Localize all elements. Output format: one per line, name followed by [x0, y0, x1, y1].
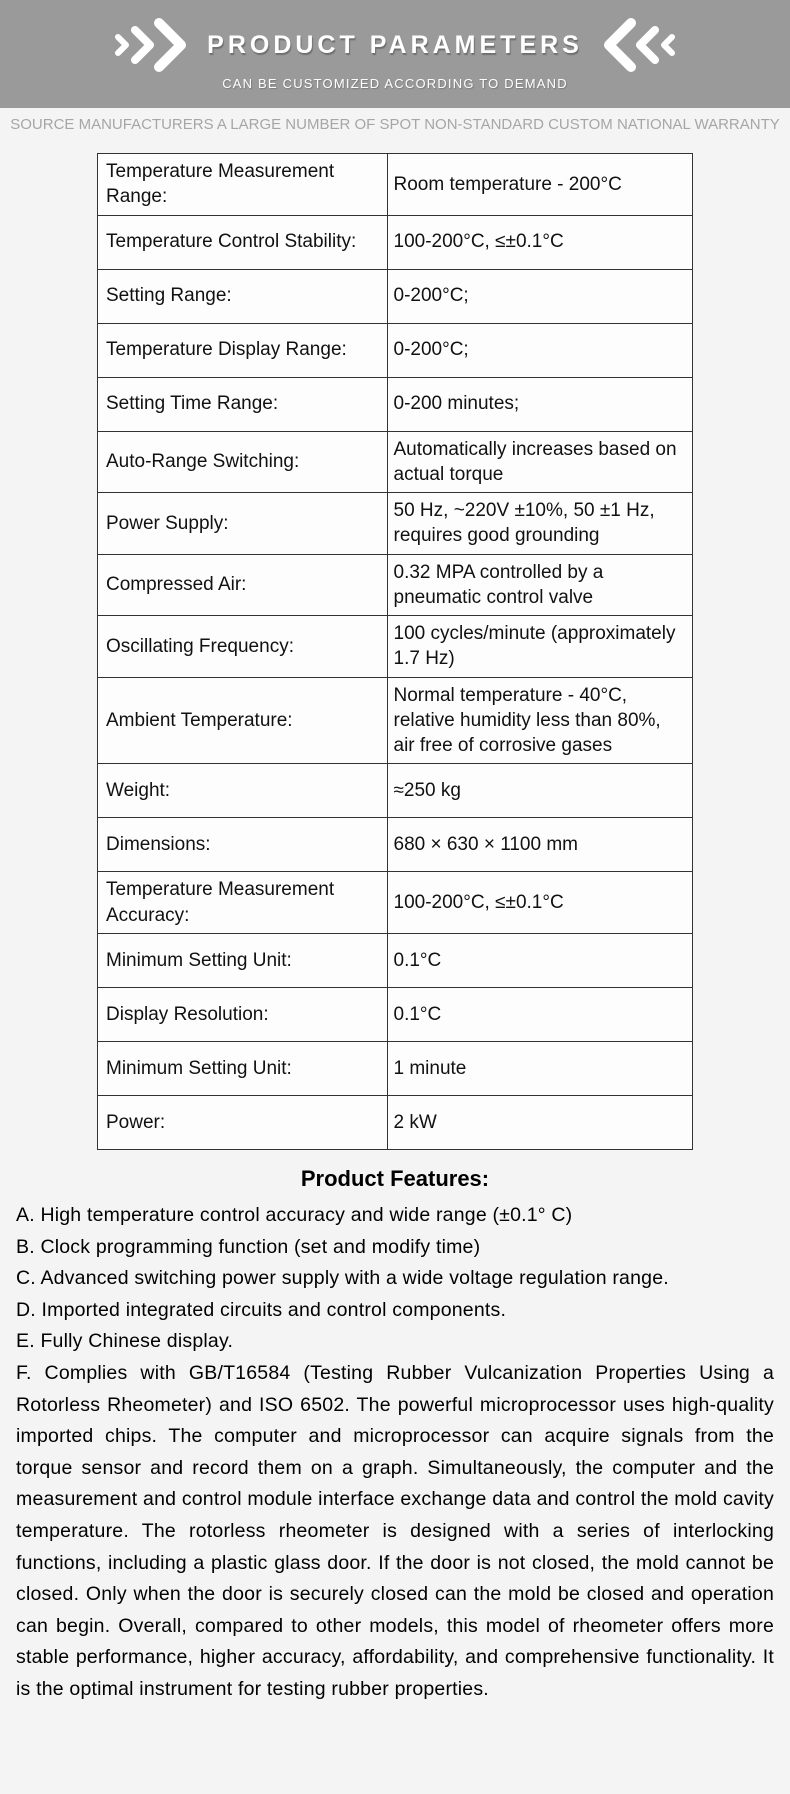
- chevrons-right-icon: [111, 17, 191, 73]
- spec-value: Automatically increases based on actual torque: [387, 431, 693, 493]
- spec-value: Normal temperature - 40°C, relative humidity less than 80%, air free of corrosive gases: [387, 677, 693, 764]
- chevrons-left-icon: [599, 17, 679, 73]
- spec-value: 100 cycles/minute (approximately 1.7 Hz): [387, 616, 693, 678]
- spec-label: Temperature Control Stability:: [98, 215, 388, 269]
- table-row: [98, 872, 693, 934]
- spec-value: 0-200°C;: [387, 269, 693, 323]
- banner-title: PRODUCT PARAMETERS: [207, 30, 583, 59]
- table-row: [98, 933, 693, 987]
- spec-value: 0-200°C;: [387, 323, 693, 377]
- spec-value: 2 kW: [387, 1095, 693, 1149]
- table-row: [98, 323, 693, 377]
- table-row: [98, 431, 693, 493]
- feature-item: B. Clock programming function (set and modify time): [16, 1235, 481, 1258]
- tagline: SOURCE MANUFACTURERS A LARGE NUMBER OF SPOT NON-STANDARD CUSTOM NATIONAL WARRANTY: [10, 116, 780, 133]
- table-row: [98, 616, 693, 678]
- features-section: [0, 1150, 790, 1706]
- table-row: [98, 1041, 693, 1095]
- feature-item: E. Fully Chinese display.: [16, 1330, 234, 1353]
- table-row: [98, 1095, 693, 1149]
- spec-value: 0.1°C: [387, 933, 693, 987]
- spec-label: Power:: [98, 1095, 388, 1149]
- spec-value: 0-200 minutes;: [387, 377, 693, 431]
- table-row: [98, 987, 693, 1041]
- table-row: [98, 377, 693, 431]
- spec-value: 50 Hz, ~220V ±10%, 50 ±1 Hz, requires good grounding: [387, 493, 693, 555]
- table-row: [98, 154, 693, 216]
- spec-label: Auto-Range Switching:: [98, 431, 388, 493]
- spec-label: Power Supply:: [98, 493, 388, 555]
- spec-label: Setting Range:: [98, 269, 388, 323]
- spec-label: Temperature Display Range:: [98, 323, 388, 377]
- spec-label: Display Resolution:: [98, 987, 388, 1041]
- table-row: [98, 269, 693, 323]
- feature-item: F. Complies with GB/T16584 (Testing Rubber Vulcanization Properties Using a Rotorless Rheometer) and ISO 6502. The powerful microprocessor uses high-quality imported chips. The computer and microprocessor can acquire signals from the torque sensor and record them on a graph. Simultaneously, the computer and the measurement and control module interface exchange data and control the mold cavity temperature. The rotorless rheometer is designed with a series of interlocking functions, including a plastic glass door. If the door is not closed, the mold cannot be closed. Only when the door is securely closed can the mold be closed and operation can begin. Overall, compared to other models, this model of rheometer offers more stable performance, higher accuracy, affordability, and comprehensive functionality. It is the optimal instrument for testing rubber properties.: [16, 1361, 774, 1700]
- spec-value: 0.1°C: [387, 987, 693, 1041]
- spec-table: [97, 153, 693, 1150]
- spec-value: 680 × 630 × 1100 mm: [387, 818, 693, 872]
- product-parameters-banner: [0, 0, 790, 108]
- spec-value: ≈250 kg: [387, 764, 693, 818]
- table-row: [98, 554, 693, 616]
- banner-title-row: [111, 17, 679, 73]
- table-row: [98, 764, 693, 818]
- spec-label: Temperature Measurement Range:: [98, 154, 388, 216]
- spec-label: Weight:: [98, 764, 388, 818]
- feature-item: A. High temperature control accuracy and wide range (±0.1° C): [16, 1203, 573, 1226]
- feature-item: C. Advanced switching power supply with a wide voltage regulation range.: [16, 1267, 669, 1290]
- spec-table-body: [98, 154, 693, 1150]
- spec-label: Minimum Setting Unit:: [98, 933, 388, 987]
- spec-label: Ambient Temperature:: [98, 677, 388, 764]
- spec-value: 1 minute: [387, 1041, 693, 1095]
- table-row: [98, 215, 693, 269]
- feature-item: D. Imported integrated circuits and control components.: [16, 1298, 507, 1321]
- spec-label: Compressed Air:: [98, 554, 388, 616]
- spec-value: 100-200°C, ≤±0.1°C: [387, 215, 693, 269]
- spec-label: Minimum Setting Unit:: [98, 1041, 388, 1095]
- banner-subtitle: CAN BE CUSTOMIZED ACCORDING TO DEMAND: [222, 76, 568, 91]
- spec-label: Setting Time Range:: [98, 377, 388, 431]
- features-heading: Product Features:: [300, 1165, 490, 1191]
- table-row: [98, 677, 693, 764]
- spec-value: 100-200°C, ≤±0.1°C: [387, 872, 693, 934]
- spec-value: Room temperature - 200°C: [387, 154, 693, 216]
- spec-label: Dimensions:: [98, 818, 388, 872]
- spec-value: 0.32 MPA controlled by a pneumatic control valve: [387, 554, 693, 616]
- features-list: [16, 1200, 774, 1706]
- spec-label: Temperature Measurement Accuracy:: [98, 872, 388, 934]
- spec-label: Oscillating Frequency:: [98, 616, 388, 678]
- table-row: [98, 818, 693, 872]
- table-row: [98, 493, 693, 555]
